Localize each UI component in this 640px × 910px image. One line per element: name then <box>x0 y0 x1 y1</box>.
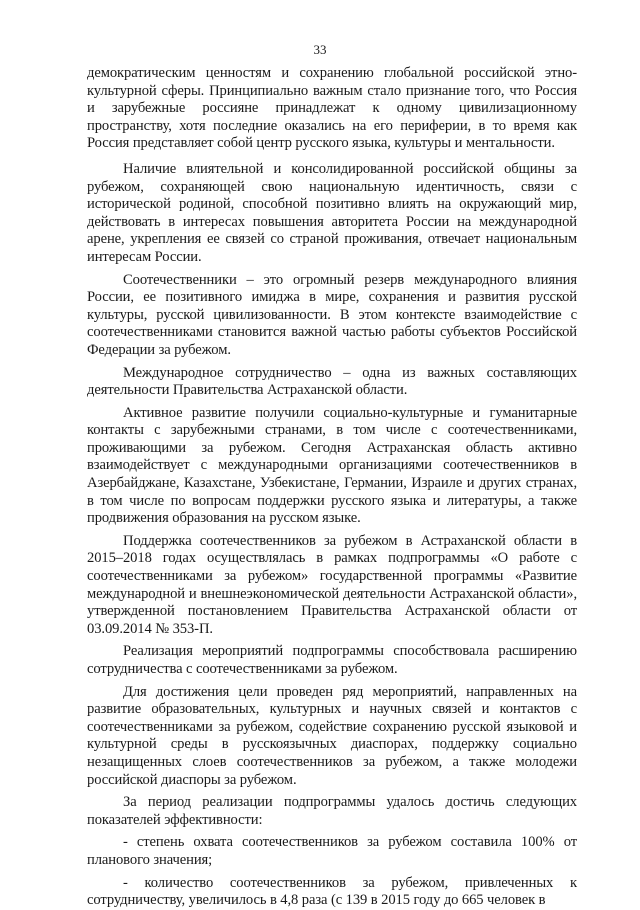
paragraph-3: Соотечественники – это огромный резерв международного влияния России, ее позитивного имиджа в мире, сохранения и развития русской культуры, русской цивилизованности. В этом контексте взаимодействие с соотечественниками становится важной частью работы субъектов Российской Федерации за рубежом. <box>87 271 577 358</box>
paragraph-1: демократическим ценностям и сохранению глобальной российской этно-культурной сферы. Принципиально важным стало признание того, что Россия и зарубежные россияне принадлежат к одному цивилизационному пространству, хотя последние оказались на его периферии, в то время как Россия представляет собой центр русского языка, культуры и ментальности. <box>87 65 577 152</box>
paragraph-9: За период реализации подпрограммы удалось достичь следующих показателей эффективности: <box>87 794 577 828</box>
paragraph-4: Международное сотрудничество – одна из важных составляющих деятельности Правительства Астраханской области. <box>87 364 577 399</box>
list-item-1: - степень охвата соотечественников за рубежом составила 100% от планового значения; <box>87 834 577 868</box>
document-body <box>87 65 577 910</box>
paragraph-2: Наличие влиятельной и консолидированной российской общины за рубежом, сохраняющей свою национальную идентичность, связи с исторической родиной, способной позитивно влиять на окружающий мир, действовать в интересах повышения авторитета России на международной арене, укрепления ее связей со страной проживания, отвечает национальным интересам России. <box>87 160 577 265</box>
paragraph-7: Реализация мероприятий подпрограммы способствовала расширению сотрудничества с соотечественниками за рубежом. <box>87 643 577 677</box>
paragraph-8: Для достижения цели проведен ряд мероприятий, направленных на развитие образовательных, культурных и научных связей и контактов с соотечественниками за рубежом, содействие сохранению русской языковой и культурной среды в русскоязычных диаспорах, поддержку социально незащищенных слоев соотечественников за рубежом, а также молодежи российской диаспоры за рубежом. <box>87 683 577 788</box>
page-number: 33 <box>313 42 327 57</box>
list-item-2: - количество соотечественников за рубежом, привлеченных к сотрудничеству, увеличилось в 4,8 раза (с 139 в 2015 году до 665 человек в <box>87 874 577 909</box>
paragraph-5: Активное развитие получили социально-культурные и гуманитарные контакты с зарубежными странами, в том числе с соотечественниками, проживающими за рубежом. Сегодня Астраханская область активно взаимодействует с международными организациями соотечественников в Азербайджане, Казахстане, Узбекистане, Германии, Израиле и других странах, в том числе по вопросам поддержки русского языка и литературы, а также продвижения образования на русском языке. <box>87 404 577 527</box>
paragraph-6: Поддержка соотечественников за рубежом в Астраханской области в 2015–2018 годах осуществлялась в рамках подпрограммы «О работе с соотечественниками за рубежом» государственной программы «Развитие международной и внешнеэкономической деятельности Астраханской области», утвержденной постановлением Правительства Астраханской области от 03.09.2014 № 353-П. <box>87 532 577 637</box>
